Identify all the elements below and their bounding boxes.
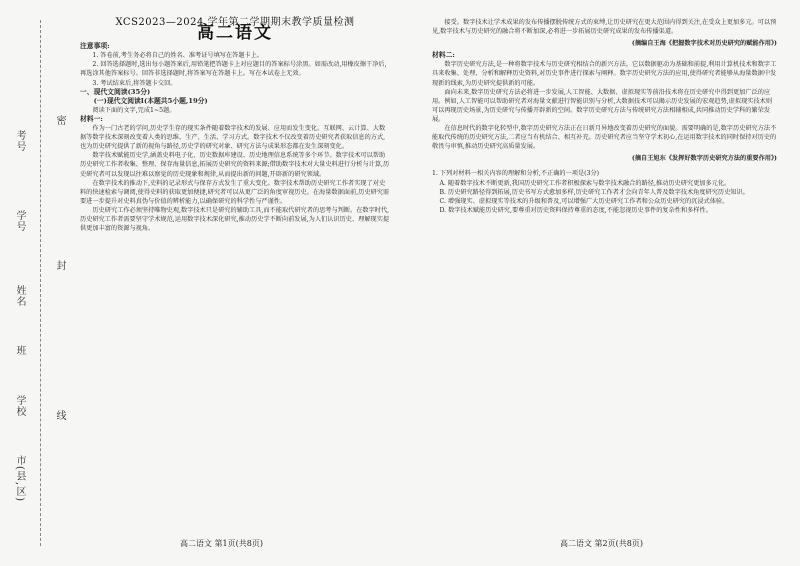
answer-option-a: A. 随着数字技术不断更新,我国历史研究工作者积极探索与数字技术融合的路径,推动历史研究更加多元化。: [439, 179, 731, 187]
binding-label-exam-number: 考号: [14, 130, 25, 152]
binding-label-city-district: 市(县,区): [14, 455, 25, 502]
reading-instruction: 阅读下面的文字,完成1~5题。: [92, 106, 176, 114]
subject-title: 高二语文: [197, 23, 273, 44]
binding-strip: [0, 0, 68, 566]
material-one-label: 材料一:: [80, 114, 103, 123]
binding-mark-seal: 密: [54, 115, 65, 126]
binding-label-name: 姓名: [14, 285, 25, 307]
note-item: 1. 答卷前,考生务必将自己的姓名、准考证号填写在答题卡上。: [92, 52, 264, 60]
material-one-source: (摘编自王海《把握数字技术对历史研究的赋能作用》): [631, 40, 777, 48]
binding-mark-close: 封: [54, 260, 65, 271]
answer-option-d: D. 数字技术赋能历史研究,要尊重对历史资料保持尊重的态度,不能忽视历史事件的复杂性和多样性。: [439, 206, 712, 214]
material-paragraph: 面向未来,数字历史研究方法必将进一步发展,人工智能、大数据、虚拟现实等前沿技术将在历史研究中得到更加广泛的应用。例如,人工智能可以帮助研究者对海量文献进行智能识别与分析,大数据技术可以揭示历史发展的宏观趋势,虚拟现实技术则可以再现历史场景,为历史研究与传播开辟新的空间。数字历史研究方法与传统研究方法相辅相成,共同推动历史学科的繁荣发展。: [432, 88, 773, 123]
page-footer-left: 高二语文 第1页(共8页): [180, 539, 263, 548]
note-item: 3. 考试结束后,将答题卡交回。: [92, 79, 177, 87]
question-stem: 1. 下列对材料一相关内容的理解和分析,不正确的一项是(3分): [432, 170, 600, 178]
notes-title: 注意事项:: [80, 42, 110, 51]
binding-mark-line: 线: [54, 410, 65, 421]
material-two-source: (摘自王旭东《发挥好数字历史研究方法的重要作用》): [631, 155, 777, 163]
exam-header: XCS2023—2024 学年第二学期期末教学质量检测: [115, 17, 355, 28]
material-paragraph: 在数字技术的推动下,史料的记录形式与保存方式发生了重大变化。数字技术帮助历史研究工作者实现了对史料的快速检索与调阅,使得史料的获取更加便捷,研究者可以从更广泛的角度审视历史。在海量数据面前,历史研究需要进一步提升对史料真伪与价值的辨析能力,以确保研究的科学性与严谨性。: [80, 179, 390, 205]
material-continuation: 接受。数字技术让学术成果的发布传播摆脱传统方式的束缚,让历史研究在更大范围内得到关注,在受众上更加多元。可以预见,数字技术与历史研究的融合将不断加深,必将进一步拓展历史研究成果的发布传播渠道。: [432, 19, 777, 36]
page-footer-right: 高二语文 第2页(共8页): [560, 539, 643, 548]
material-paragraph: 作为一门古老的学问,历史学生存的现实条件随着数字技术的发展、应用而发生变化。互联网、云计算、大数据等数字技术深刻改变着人类的思维、生产、生活、学习方式。数字技术不仅改变着历史研究者获取信息的方式,也为历史研究提供了新的视角与路径,历史学的研究对象、研究方法与成果形态都在发生深刻变化。: [80, 125, 386, 151]
material-paragraph: 数字技术赋能历史学,涵盖史料电子化、历史数据库建设、历史地理信息系统等多个环节。数字技术可以帮助历史研究工作者收集、整理、保存海量信息,拓展历史研究的资料来源;借助数字技术对大量史料进行分析与计算,历史研究者可以发现以往难以察觉的历史现象和规律,从而提出新的问题,开辟新的研究领域。: [80, 152, 390, 178]
material-paragraph: 历史研究工作必须坚持唯物史观,数字技术只是研究的辅助工具,而不能取代研究者的思考与判断。在数字时代,历史研究工作者需要坚守学术规范,运用数字技术深化研究,推动历史学不断向前发展,为人们认识历史、理解现实提供更加丰富的资源与视角。: [80, 206, 390, 233]
binding-label-class: 班: [14, 345, 25, 356]
left-page-column: [80, 18, 390, 233]
material-paragraph: 数字历史研究方法,是一种将数字技术与历史研究相结合的新兴方法。它以数据驱动为基础和前提,利用计算机技术和数字工具来收集、处理、分析和解释历史资料,对历史事件进行探索与阐释。数字历史研究方法的应用,使得研究者能够从海量数据中发现新的线索,为历史研究提供新的可能。: [432, 61, 777, 87]
binding-dashed-line: [40, 20, 41, 546]
note-item: 2. 回答选择题时,选出每小题答案后,用铅笔把答题卡上对应题目的答案标号涂黑。如需改动,用橡皮擦干净后,再选涂其他答案标号。回答非选择题时,将答案写在答题卡上。写在本试卷上无效。: [80, 61, 387, 78]
right-page-column: [432, 18, 777, 215]
material-two-label: 材料二:: [432, 51, 455, 60]
binding-label-school: 学校: [14, 395, 25, 417]
subsection-heading: (一)现代文阅读Ⅰ(本题共5小题,19分): [93, 96, 208, 105]
answer-option-b: B. 历史研究路径得到拓展,历史书写方式愈加多样,历史研究工作者才会向青年人普及数字技术角度研究历史知识。: [439, 188, 749, 196]
binding-label-student-number: 学号: [14, 210, 25, 232]
answer-option-c: C. 增强现实、虚拟现实等技术的升级和普及,可以增强广大历史研究工作者和公众历史研究的沉浸式体验。: [439, 197, 729, 205]
material-paragraph: 在信息时代的数字化转型中,数字历史研究方法正在日新月异地改变着历史研究的面貌。需要明确的是,数字历史研究方法不能取代传统的历史研究方法,二者应当有机结合、相互补充。历史研究者应当坚守学术初心,在运用数字技术的同时保持对历史的敬畏与审慎,推动历史研究高质量发展。: [432, 125, 777, 151]
section-heading: 一、现代文阅读(35分): [80, 87, 151, 96]
